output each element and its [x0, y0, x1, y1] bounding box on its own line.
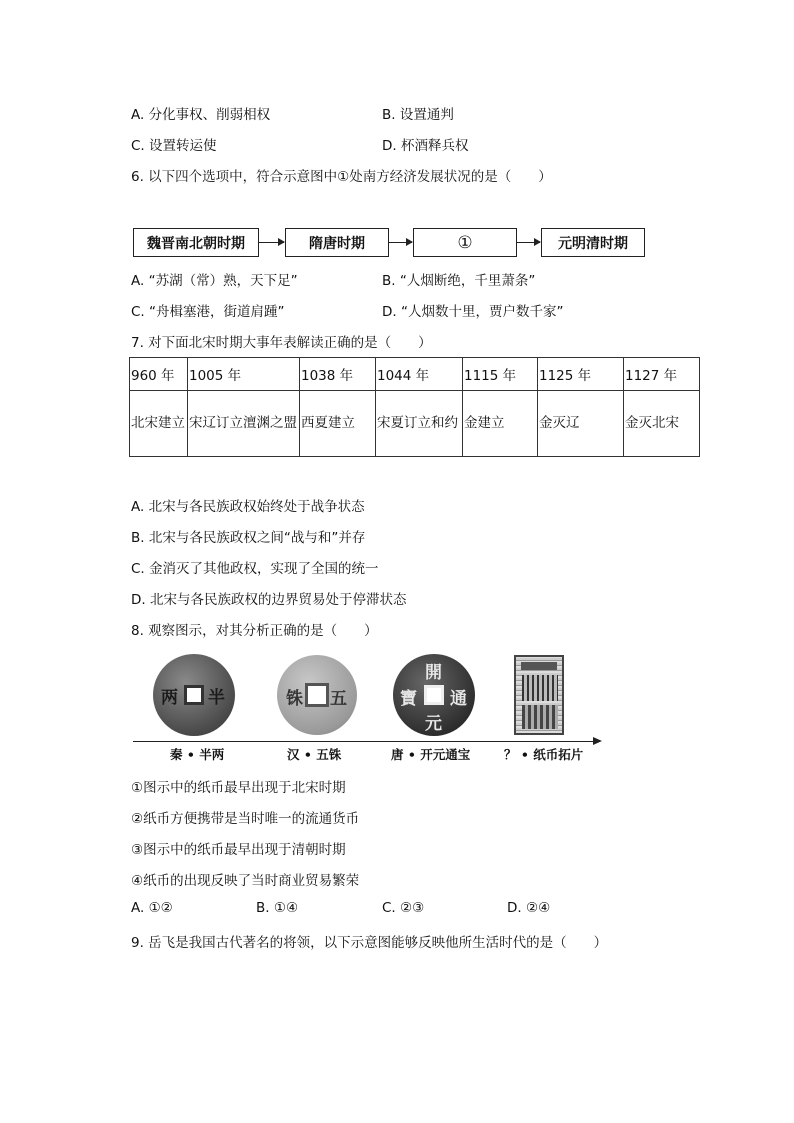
q8-option-d: D. ②④ [507, 900, 551, 916]
q5-option-b: B. 设置通判 [382, 107, 454, 123]
q8-statement-2: ②纸币方便携带是当时唯一的流通货币 [131, 811, 360, 827]
event-cell: 金灭北宋 [624, 391, 700, 457]
q8-option-a: A. ①② [131, 900, 173, 916]
coin-square-hole [184, 685, 204, 705]
year-cell: 1125 年 [538, 358, 624, 391]
coin-character: 寶 [400, 689, 417, 709]
q8-option-c: C. ②③ [382, 900, 425, 916]
event-cell: 北宋建立 [130, 391, 188, 457]
year-cell: 1115 年 [463, 358, 538, 391]
coin-label-paper: ？ • 纸币拓片 [504, 747, 584, 762]
coin-square-hole [305, 683, 329, 707]
flow-box-weijin: 魏晋南北朝时期 [133, 228, 259, 257]
event-cell: 西夏建立 [300, 391, 376, 457]
flow-arrow-1 [259, 242, 284, 243]
q8-option-b: B. ①④ [256, 900, 299, 916]
year-cell: 1005 年 [188, 358, 300, 391]
q8-statement-3: ③图示中的纸币最早出现于清朝时期 [131, 842, 346, 858]
q5-option-c: C. 设置转运使 [131, 138, 217, 154]
table-row-years [130, 358, 700, 391]
flow-box-blank: ① [413, 228, 517, 257]
coin-character: 半 [208, 688, 225, 708]
q7-option-c: C. 金消灭了其他政权，实现了全国的统一 [131, 561, 379, 577]
q5-option-a: A. 分化事权、削弱相权 [131, 107, 271, 123]
axis-arrow-icon [593, 737, 602, 745]
q7-option-a: A. 北宋与各民族政权始终处于战争状态 [131, 499, 365, 515]
coin-character: 五 [330, 689, 347, 709]
coin-label-qin: 秦 • 半两 [170, 747, 225, 762]
q7-timeline-table [129, 357, 700, 457]
event-cell: 金建立 [463, 391, 538, 457]
year-cell: 1038 年 [300, 358, 376, 391]
paper-money-rubbing-image [514, 655, 564, 735]
han-wuzhu-coin-image [277, 655, 357, 735]
year-cell: 960 年 [130, 358, 188, 391]
rubbing-text-block [522, 675, 558, 701]
event-cell: 宋辽订立澶渊之盟 [188, 391, 300, 457]
event-cell: 宋夏订立和约 [376, 391, 463, 457]
coin-timeline-axis [133, 741, 595, 742]
flow-arrow-2 [389, 242, 412, 243]
flow-arrow-3 [517, 242, 540, 243]
qin-banliang-coin-image [153, 654, 235, 736]
q8-statement-4: ④纸币的出现反映了当时商业贸易繁荣 [131, 873, 360, 889]
coin-label-tang: 唐 • 开元通宝 [391, 747, 471, 762]
event-cell: 金灭辽 [538, 391, 624, 457]
rubbing-top-band [521, 662, 557, 670]
coin-character: 铢 [286, 689, 303, 709]
q7-option-d: D. 北宋与各民族政权的边界贸易处于停滞状态 [131, 592, 407, 608]
coin-character: 两 [161, 688, 178, 708]
coin-label-han: 汉 • 五铢 [287, 747, 342, 762]
q6-option-b: B. “人烟断绝，千里萧条” [382, 273, 536, 289]
flow-box-suitang: 隋唐时期 [285, 228, 389, 257]
rubbing-pattern-block [522, 705, 558, 729]
coin-character: 元 [425, 714, 442, 734]
year-cell: 1044 年 [376, 358, 463, 391]
q7-option-b: B. 北宋与各民族政权之间“战与和”并存 [131, 530, 366, 546]
q7-stem: 7. 对下面北宋时期大事年表解读正确的是（ ） [131, 335, 432, 351]
coin-square-hole [424, 685, 444, 705]
coin-character: 通 [450, 689, 467, 709]
coin-character: 開 [425, 663, 442, 683]
q6-option-a: A. “苏湖（常）熟，天下足” [131, 273, 298, 289]
q6-stem: 6. 以下四个选项中，符合示意图中①处南方经济发展状况的是（ ） [131, 169, 552, 185]
year-cell: 1127 年 [624, 358, 700, 391]
q6-option-c: C. “舟楫塞港，街道肩踵” [131, 304, 285, 320]
q8-stem: 8. 观察图示，对其分析正确的是（ ） [131, 623, 378, 639]
q9-stem: 9. 岳飞是我国古代著名的将领，以下示意图能够反映他所生活时代的是（ ） [131, 935, 608, 951]
flow-box-yuanmingqing: 元明清时期 [541, 228, 645, 257]
q6-option-d: D. “人烟数十里，贾户数千家” [382, 304, 564, 320]
q5-option-d: D. 杯酒释兵权 [382, 138, 469, 154]
table-row-events [130, 391, 700, 457]
q8-statement-1: ①图示中的纸币最早出现于北宋时期 [131, 780, 346, 796]
tang-kaiyuan-coin-image [393, 654, 475, 736]
